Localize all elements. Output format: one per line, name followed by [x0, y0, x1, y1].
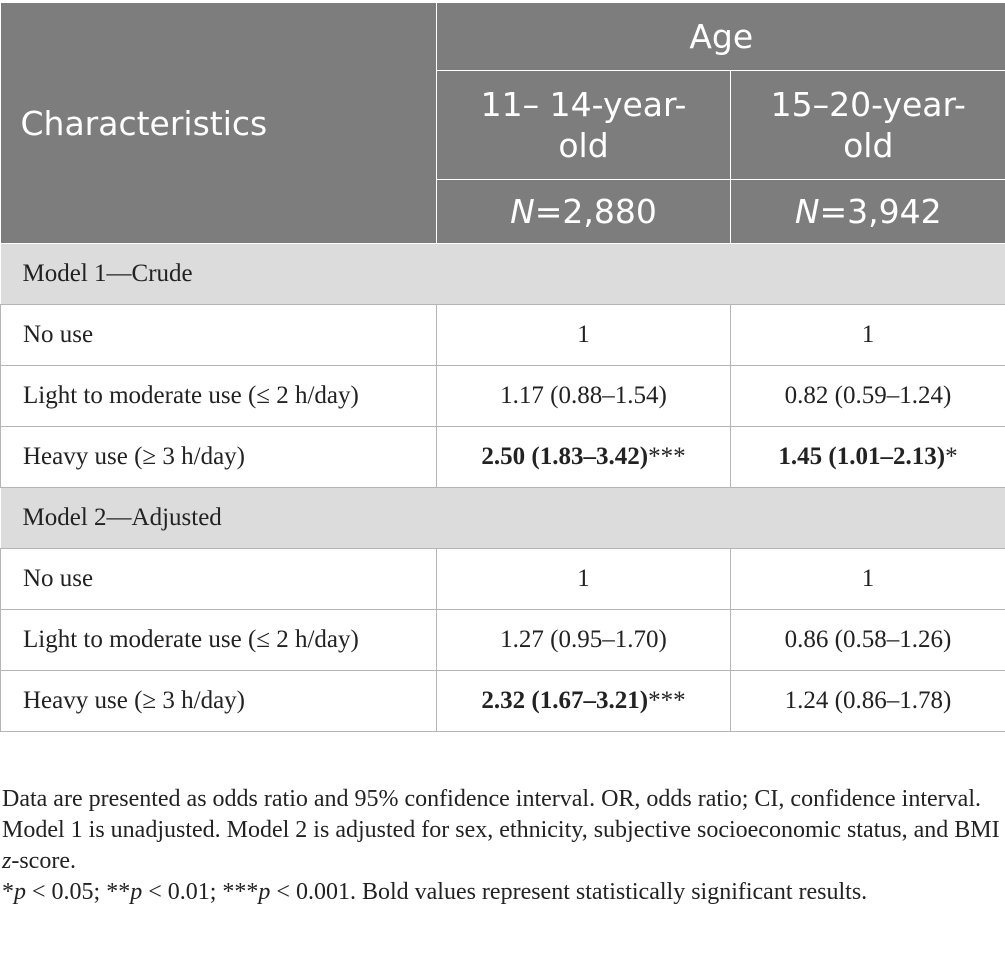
footnote-p: p [130, 879, 143, 905]
group1-n-value: =2,880 [534, 192, 657, 231]
table-row [1, 610, 1005, 671]
cell-value: 1.27 (0.95–1.70) [500, 626, 667, 653]
footnote-data-description: Data are presented as odds ratio and 95% confidence interval. OR, odds ratio; CI, confidence interval. [2, 786, 981, 812]
model2-section-title: Model 2—Adjusted [1, 488, 1005, 549]
cell-value: 0.82 (0.59–1.24) [784, 382, 952, 409]
table-row [1, 549, 1005, 610]
group1-cell [437, 671, 731, 732]
age-header: Age [437, 3, 1005, 71]
footnote-models-text: Model 1 is unadjusted. Model 2 is adjusted for sex, ethnicity, subjective socioeconomic status, and BMI [2, 817, 1000, 843]
footnote-p: p [258, 879, 271, 905]
table-footnotes [2, 784, 1002, 908]
group2-n [731, 180, 1005, 244]
characteristics-header: Characteristics [1, 3, 437, 244]
significance-stars: *** [648, 687, 686, 714]
table-row [1, 671, 1005, 732]
footnote-p: p [14, 879, 26, 905]
group1-header-line1: 11– 14-year- [480, 85, 687, 124]
group1-n [437, 180, 731, 244]
row-label: No use [1, 549, 437, 610]
cell-value: 0.86 (0.58–1.26) [784, 626, 952, 653]
group2-cell [731, 671, 1005, 732]
group2-cell [731, 305, 1005, 366]
footnote-p2-text: < 0.01; *** [142, 879, 259, 905]
odds-ratio-table [0, 3, 1005, 732]
group1-cell [437, 549, 731, 610]
group2-cell [731, 427, 1005, 488]
footnote-p3-text: < 0.001. Bold values represent statistically significant results. [270, 879, 868, 905]
row-label: Heavy use (≥ 3 h/day) [1, 671, 437, 732]
footnote-significance [2, 877, 1002, 908]
group1-cell [437, 305, 731, 366]
cell-value-significant: 2.32 (1.67–3.21) [481, 687, 649, 714]
group1-header [437, 71, 731, 180]
table-row [1, 366, 1005, 427]
significance-stars: *** [648, 443, 686, 470]
cell-value: 1 [861, 565, 875, 592]
cell-value: 1.17 (0.88–1.54) [500, 382, 667, 409]
group2-cell [731, 366, 1005, 427]
cell-value: 1 [577, 321, 590, 348]
cell-value: 1.24 (0.86–1.78) [784, 687, 952, 714]
group2-n-value: =3,942 [819, 192, 942, 231]
footnote-z: z [2, 848, 12, 874]
row-label: Light to moderate use (≤ 2 h/day) [1, 610, 437, 671]
group2-cell [731, 549, 1005, 610]
group1-cell [437, 427, 731, 488]
footnote-models-end: -score. [11, 848, 76, 874]
group1-header-line2: old [558, 126, 609, 165]
cell-value-significant: 1.45 (1.01–2.13) [778, 443, 946, 470]
group1-cell [437, 610, 731, 671]
table-row [1, 305, 1005, 366]
group2-header-line2: old [843, 126, 894, 165]
cell-value: 1 [577, 565, 590, 592]
footnote-models [2, 815, 1002, 877]
footnote-star: * [2, 879, 14, 905]
table-row [1, 427, 1005, 488]
group1-n-label: N [510, 192, 535, 231]
cell-value-significant: 2.50 (1.83–3.42) [481, 443, 649, 470]
footnote-p1-text: < 0.05; ** [26, 879, 131, 905]
group2-header [731, 71, 1005, 180]
group1-cell [437, 366, 731, 427]
group2-cell [731, 610, 1005, 671]
row-label: Light to moderate use (≤ 2 h/day) [1, 366, 437, 427]
model1-section-title: Model 1—Crude [1, 244, 1005, 305]
row-label: Heavy use (≥ 3 h/day) [1, 427, 437, 488]
group2-n-label: N [794, 192, 820, 231]
group2-header-line1: 15–20-year- [770, 85, 966, 124]
significance-stars: * [945, 443, 958, 470]
row-label: No use [1, 305, 437, 366]
cell-value: 1 [861, 321, 875, 348]
